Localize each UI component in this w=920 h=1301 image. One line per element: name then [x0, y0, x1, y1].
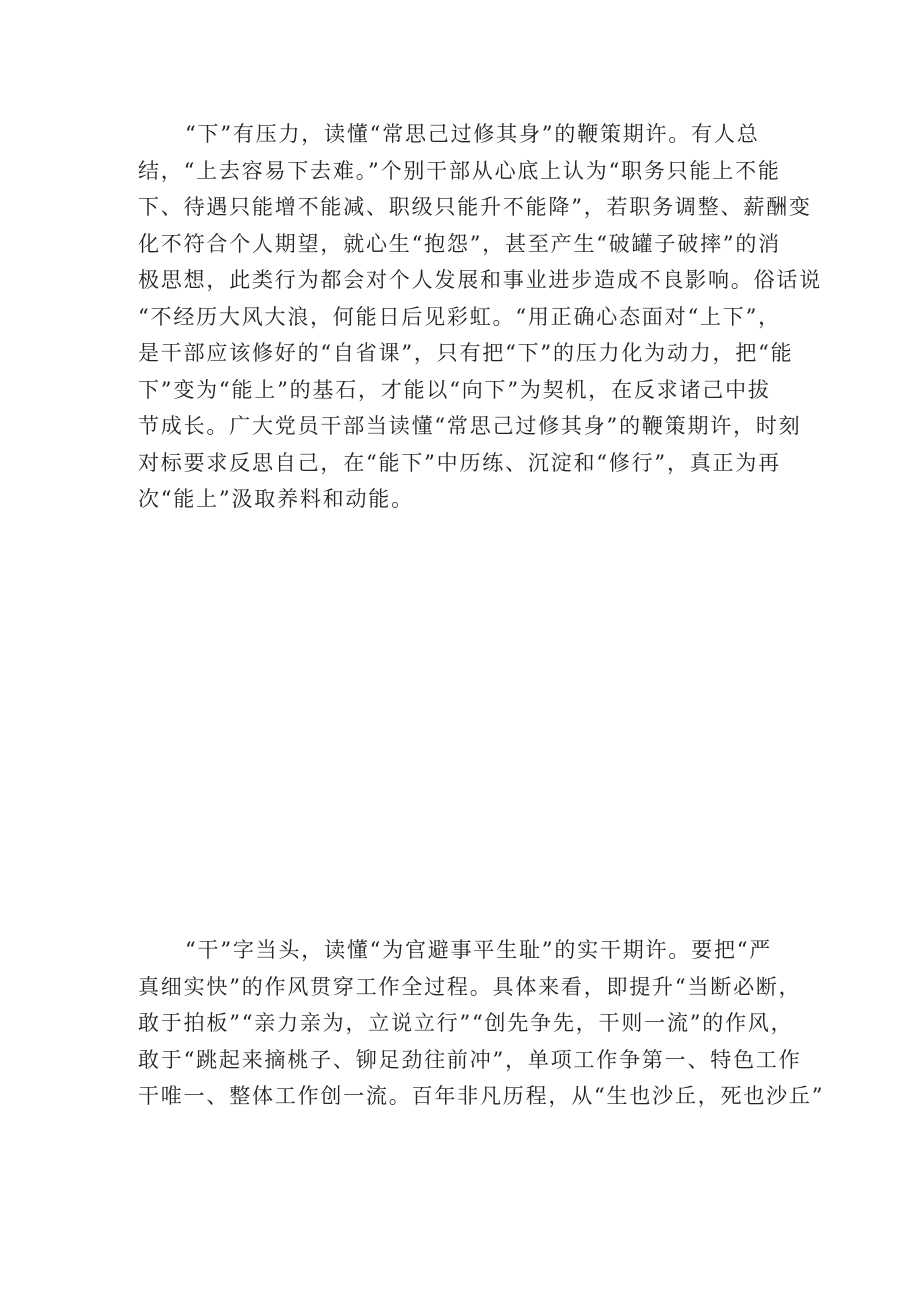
paragraph-line: 结，“上去容易下去难。”个别干部从心底上认为“职务只能上不能 — [138, 158, 781, 183]
paragraph-line: 下、待遇只能增不能减、职级只能升不能降”，若职务调整、薪酬变 — [138, 195, 812, 219]
paragraph-line: “不经历大风大浪，何能日后见彩虹。“用正确心态面对“上下”， — [138, 304, 781, 329]
paragraph-line: 下”变为“能上”的基石，才能以“向下”为契机，在反求诸己中拔 — [138, 377, 771, 402]
paragraph-line: 化不符合个人期望，就心生“抱怨”，甚至产生“破罐子破摔”的消 — [138, 231, 781, 256]
paragraph-line: 干唯一、整体工作创一流。百年非凡历程，从“生也沙丘，死也沙丘” — [138, 1084, 825, 1108]
paragraph-1 — [138, 116, 822, 518]
paragraph-line: 次“能上”汲取养料和动能。 — [138, 487, 414, 511]
paragraph-line: “下”有压力，读懂“常思己过修其身”的鞭策期许。有人总 — [185, 122, 760, 146]
paragraph-line: 敢于“跳起来摘桃子、铆足劲往前冲”，单项工作争第一、特色工作 — [138, 1047, 802, 1072]
paragraph-line: 是干部应该修好的“自省课”，只有把“下”的压力化为动力，把“能 — [138, 341, 794, 365]
paragraph-line: 对标要求反思自己，在“能下”中历练、沉淀和“修行”，真正为再 — [138, 450, 781, 475]
paragraph-line: “干”字当头，读懂“为官避事平生耻”的实干期许。要把“严 — [185, 938, 773, 962]
paragraph-line: 敢于拍板”“亲力亲为，立说立行”“创先争先，干则一流”的作风， — [138, 1011, 794, 1035]
paragraph-line: 极思想，此类行为都会对个人发展和事业进步造成不良影响。俗话说 — [138, 268, 822, 292]
paragraph-line: 真细实快”的作风贯穿工作全过程。具体来看，即提升“当断必断， — [138, 974, 802, 999]
paragraph-line: 节成长。广大党员干部当读懂“常思己过修其身”的鞭策期许，时刻 — [138, 414, 802, 438]
paragraph-2 — [138, 932, 825, 1115]
